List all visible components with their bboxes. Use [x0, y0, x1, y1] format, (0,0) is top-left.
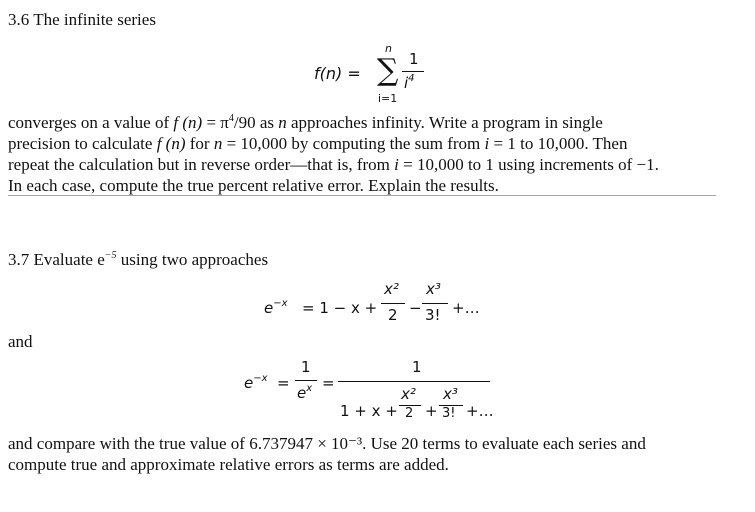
selection-underline: [8, 175, 716, 196]
eq1-f1-den: 2: [388, 306, 398, 324]
problem-number: 3.7: [8, 250, 30, 269]
eq2-tail: +…: [466, 402, 494, 420]
text-line-4: In each case, compute the true percent relative error. Explain the results.: [8, 176, 499, 195]
eq2-f1-bar: [295, 380, 317, 381]
text-line-1: converges on a value of f $(n) = \pi^4/90$ as n approaches infinity. Write a program in single: [8, 113, 603, 132]
fraction-bar: [402, 71, 424, 72]
eq2-eq: =: [277, 374, 290, 392]
eq1-f1-num: x²: [384, 280, 399, 298]
sum-upper-limit: n: [385, 42, 392, 55]
eq2-d2-den: 3!: [442, 406, 456, 421]
eq2-eq2: =: [322, 374, 335, 392]
problem-intro: The infinite series: [33, 10, 156, 29]
eq1-f2-num: x³: [426, 280, 441, 298]
and-label: and: [8, 332, 33, 351]
problem-3-7-heading: 3.7 Evaluate $e^{-5}$ using two approaches: [8, 250, 269, 269]
eq1-f1-bar: [381, 303, 405, 304]
eq2-d2-num: x³: [443, 385, 458, 403]
eq2-plus: +: [425, 402, 438, 420]
fraction-denominator: $i^4$: [404, 73, 415, 92]
sum-lower-limit: i=1: [378, 92, 398, 105]
conclusion-line-1: and compare with the true value of 6.737947 × 10⁻³. Use 20 terms to evaluate each series and: [8, 434, 646, 453]
eq2-den-start: 1 + x +: [340, 402, 398, 420]
sigma-symbol: ∑: [377, 53, 399, 88]
eq1-f2-bar: [422, 303, 448, 304]
eq2-d1-den: 2: [405, 406, 414, 421]
fraction-numerator: 1: [409, 50, 419, 68]
eq1-f2-den: 3!: [425, 306, 441, 324]
eq1-minus: −: [409, 299, 422, 317]
eq1-lhs: $e^{-x}$: [264, 298, 288, 317]
eq2-f1-den: $e^x$: [297, 383, 313, 402]
text-line-2: precision to calculate f (n) for n = 10,000 by computing the sum from i = 1 to 10,000. Then: [8, 134, 628, 153]
eq2-d1-num: x²: [401, 385, 416, 403]
eq2-big-bar: [338, 381, 490, 382]
eq1-body: = 1 − x +: [302, 299, 378, 317]
text-line-3: repeat the calculation but in reverse order—that is, from i = 10,000 to 1 using increments of −1.: [8, 155, 659, 174]
eq2-f1-num: 1: [301, 358, 311, 376]
eq2-big-num: 1: [412, 358, 422, 376]
problem-3-6-heading: [8, 10, 156, 30]
eq1-tail: +…: [452, 299, 480, 317]
formula-lhs: f(n) =: [314, 64, 361, 83]
problem-number: 3.6: [8, 10, 30, 29]
eq2-lhs: $e^{-x}$: [244, 373, 268, 392]
conclusion-line-2: compute true and approximate relative errors as terms are added.: [8, 455, 449, 474]
